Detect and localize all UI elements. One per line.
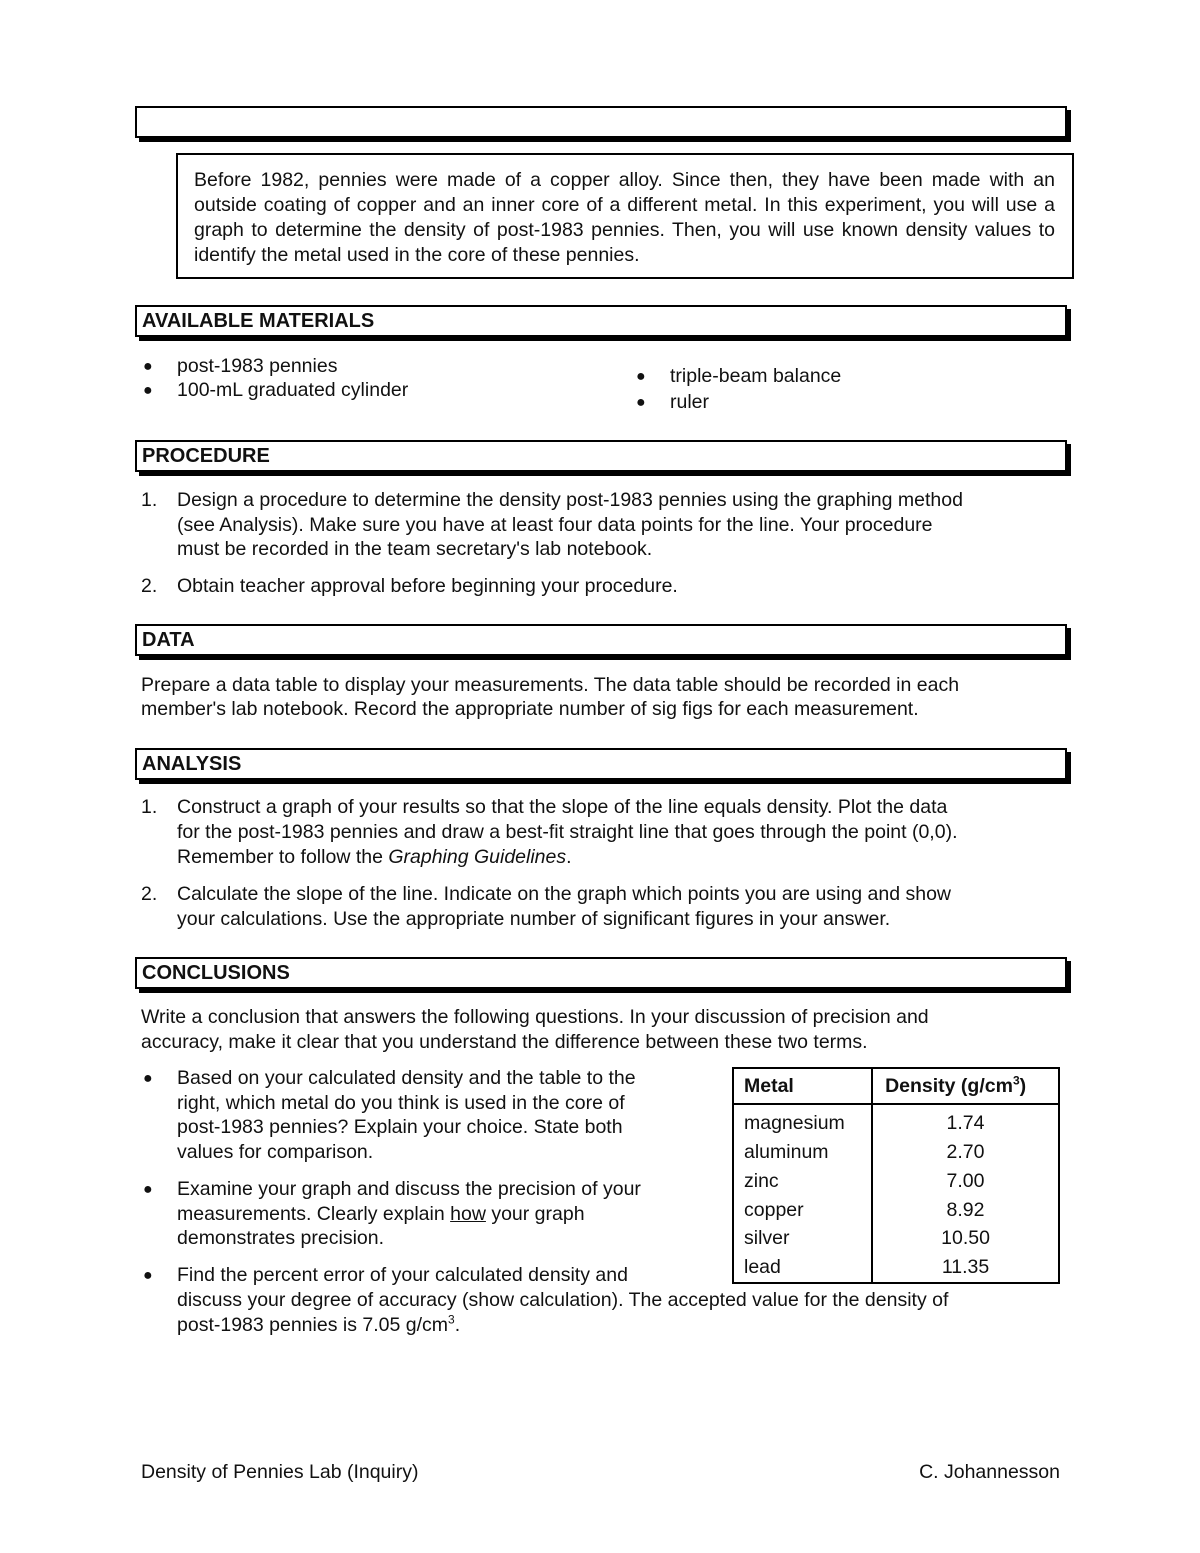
density-column-header <box>872 1068 1059 1104</box>
data-text-line: member's lab notebook. Record the appropriate number of sig figs for each measurement. <box>141 698 919 720</box>
analysis-step-line <box>177 845 572 870</box>
bullet-icon: ● <box>143 1070 153 1087</box>
footer-title: Density of Pennies Lab (Inquiry) <box>141 1461 419 1483</box>
density-cell: 2.70 <box>872 1138 1059 1167</box>
bullet-icon: ● <box>143 1267 153 1284</box>
procedure-step-line: (see Analysis). Make sure you have at least four data points for the line. Your procedure <box>177 514 933 536</box>
bullet-icon: ● <box>143 358 153 375</box>
bullet-icon: ● <box>143 382 153 399</box>
conclusion-text: post-1983 pennies is 7.05 g/cm <box>177 1314 449 1336</box>
superscript: 3 <box>1012 1073 1020 1088</box>
metal-cell: lead <box>744 1256 781 1279</box>
density-cell: 11.35 <box>872 1253 1059 1283</box>
bullet-icon: ● <box>143 1181 153 1198</box>
step-number: 1. <box>141 489 158 511</box>
step-number: 2. <box>141 883 158 905</box>
metal-cell: copper <box>744 1198 804 1221</box>
graphing-guidelines-title: Graphing Guidelines <box>388 846 567 868</box>
material-item: post-1983 pennies <box>177 355 338 377</box>
analysis-step-text: . <box>566 846 572 868</box>
table-header-row <box>733 1068 1059 1104</box>
metal-cell: magnesium <box>744 1112 845 1135</box>
analysis-step-line: Calculate the slope of the line. Indicate on the graph which points you are using and show <box>177 883 952 905</box>
bullet-icon: ● <box>636 394 646 411</box>
conclusion-bullet-line: values for comparison. <box>177 1141 374 1163</box>
analysis-title: ANALYSIS <box>142 753 242 775</box>
metal-cell: aluminum <box>744 1140 829 1163</box>
table-row <box>733 1253 1059 1283</box>
step-number: 2. <box>141 575 158 597</box>
analysis-step-text: Remember to follow the <box>177 846 389 868</box>
materials-title: AVAILABLE MATERIALS <box>142 310 375 332</box>
density-cell: 1.74 <box>872 1104 1059 1138</box>
conclusion-bullet-line: Find the percent error of your calculated density and <box>177 1264 628 1286</box>
data-text-line: Prepare a data table to display your measurements. The data table should be recorded in each <box>141 674 960 696</box>
conclusion-bullet-line: Based on your calculated density and the table to the <box>177 1067 636 1089</box>
purpose-box <box>176 153 1074 279</box>
metal-column-header: Metal <box>733 1068 872 1104</box>
table-row <box>733 1224 1059 1253</box>
superscript: 3 <box>448 1312 455 1327</box>
density-table <box>732 1067 1060 1284</box>
table-row <box>733 1195 1059 1224</box>
purpose-text: Before 1982, pennies were made of a copper alloy. Since then, they have been made with an outside coating of copper and an inner core of a different metal. In this experiment, you will use a graph to determine the density of post-1983 pennies. Then, you will use known density values to identify the metal used in the core of these pennies. <box>194 169 1055 266</box>
emphasis-how: how <box>450 1203 486 1225</box>
conclusion-text: measurements. Clearly explain <box>177 1203 451 1225</box>
procedure-header <box>135 440 1067 472</box>
conclusion-text: . <box>454 1314 461 1336</box>
analysis-step-line: for the post-1983 pennies and draw a best-fit straight line that goes through the point (0,0). <box>177 821 958 843</box>
procedure-title: PROCEDURE <box>142 445 270 467</box>
conclusion-bullet-line <box>177 1313 460 1338</box>
materials-header <box>135 305 1067 337</box>
footer-author: C. Johannesson <box>919 1461 1060 1483</box>
data-title: DATA <box>142 629 195 651</box>
material-item: triple-beam balance <box>670 365 842 387</box>
conclusions-intro-line: Write a conclusion that answers the following questions. In your discussion of precision and <box>141 1006 929 1028</box>
conclusion-bullet-line <box>177 1202 585 1227</box>
procedure-step-line: must be recorded in the team secretary's lab notebook. <box>177 538 653 560</box>
density-header-text: ) <box>1019 1074 1027 1097</box>
bullet-icon: ● <box>636 368 646 385</box>
analysis-header <box>135 748 1067 780</box>
conclusion-bullet-line: demonstrates precision. <box>177 1227 385 1249</box>
conclusions-header <box>135 957 1067 989</box>
metal-cell: zinc <box>744 1169 779 1192</box>
table-row <box>733 1167 1059 1196</box>
data-header <box>135 624 1067 656</box>
density-header-text: Density (g/cm <box>885 1074 1013 1097</box>
material-item: ruler <box>670 391 710 413</box>
table-row <box>733 1138 1059 1167</box>
conclusion-bullet-line: right, which metal do you think is used in the core of <box>177 1092 625 1114</box>
material-item: 100-mL graduated cylinder <box>177 379 409 401</box>
conclusion-text: your graph <box>485 1203 585 1225</box>
conclusion-bullet-line: discuss your degree of accuracy (show calculation). The accepted value for the density of <box>177 1289 949 1311</box>
density-cell: 7.00 <box>872 1167 1059 1196</box>
analysis-step-line: Construct a graph of your results so that the slope of the line equals density. Plot the data <box>177 796 948 818</box>
metal-cell: silver <box>744 1227 790 1250</box>
step-number: 1. <box>141 796 158 818</box>
purpose-header <box>135 106 1067 138</box>
density-cell: 10.50 <box>872 1224 1059 1253</box>
conclusion-bullet-line: post-1983 pennies? Explain your choice. State both <box>177 1116 623 1138</box>
procedure-step-line: Design a procedure to determine the density post-1983 pennies using the graphing method <box>177 489 963 511</box>
conclusion-bullet-line: Examine your graph and discuss the precision of your <box>177 1178 641 1200</box>
conclusions-intro-line: accuracy, make it clear that you understand the difference between these two terms. <box>141 1031 868 1053</box>
analysis-step-line: your calculations. Use the appropriate number of significant figures in your answer. <box>177 908 891 930</box>
procedure-step-line: Obtain teacher approval before beginning your procedure. <box>177 575 678 597</box>
table-row <box>733 1104 1059 1138</box>
conclusions-title: CONCLUSIONS <box>142 962 290 984</box>
density-cell: 8.92 <box>872 1195 1059 1224</box>
